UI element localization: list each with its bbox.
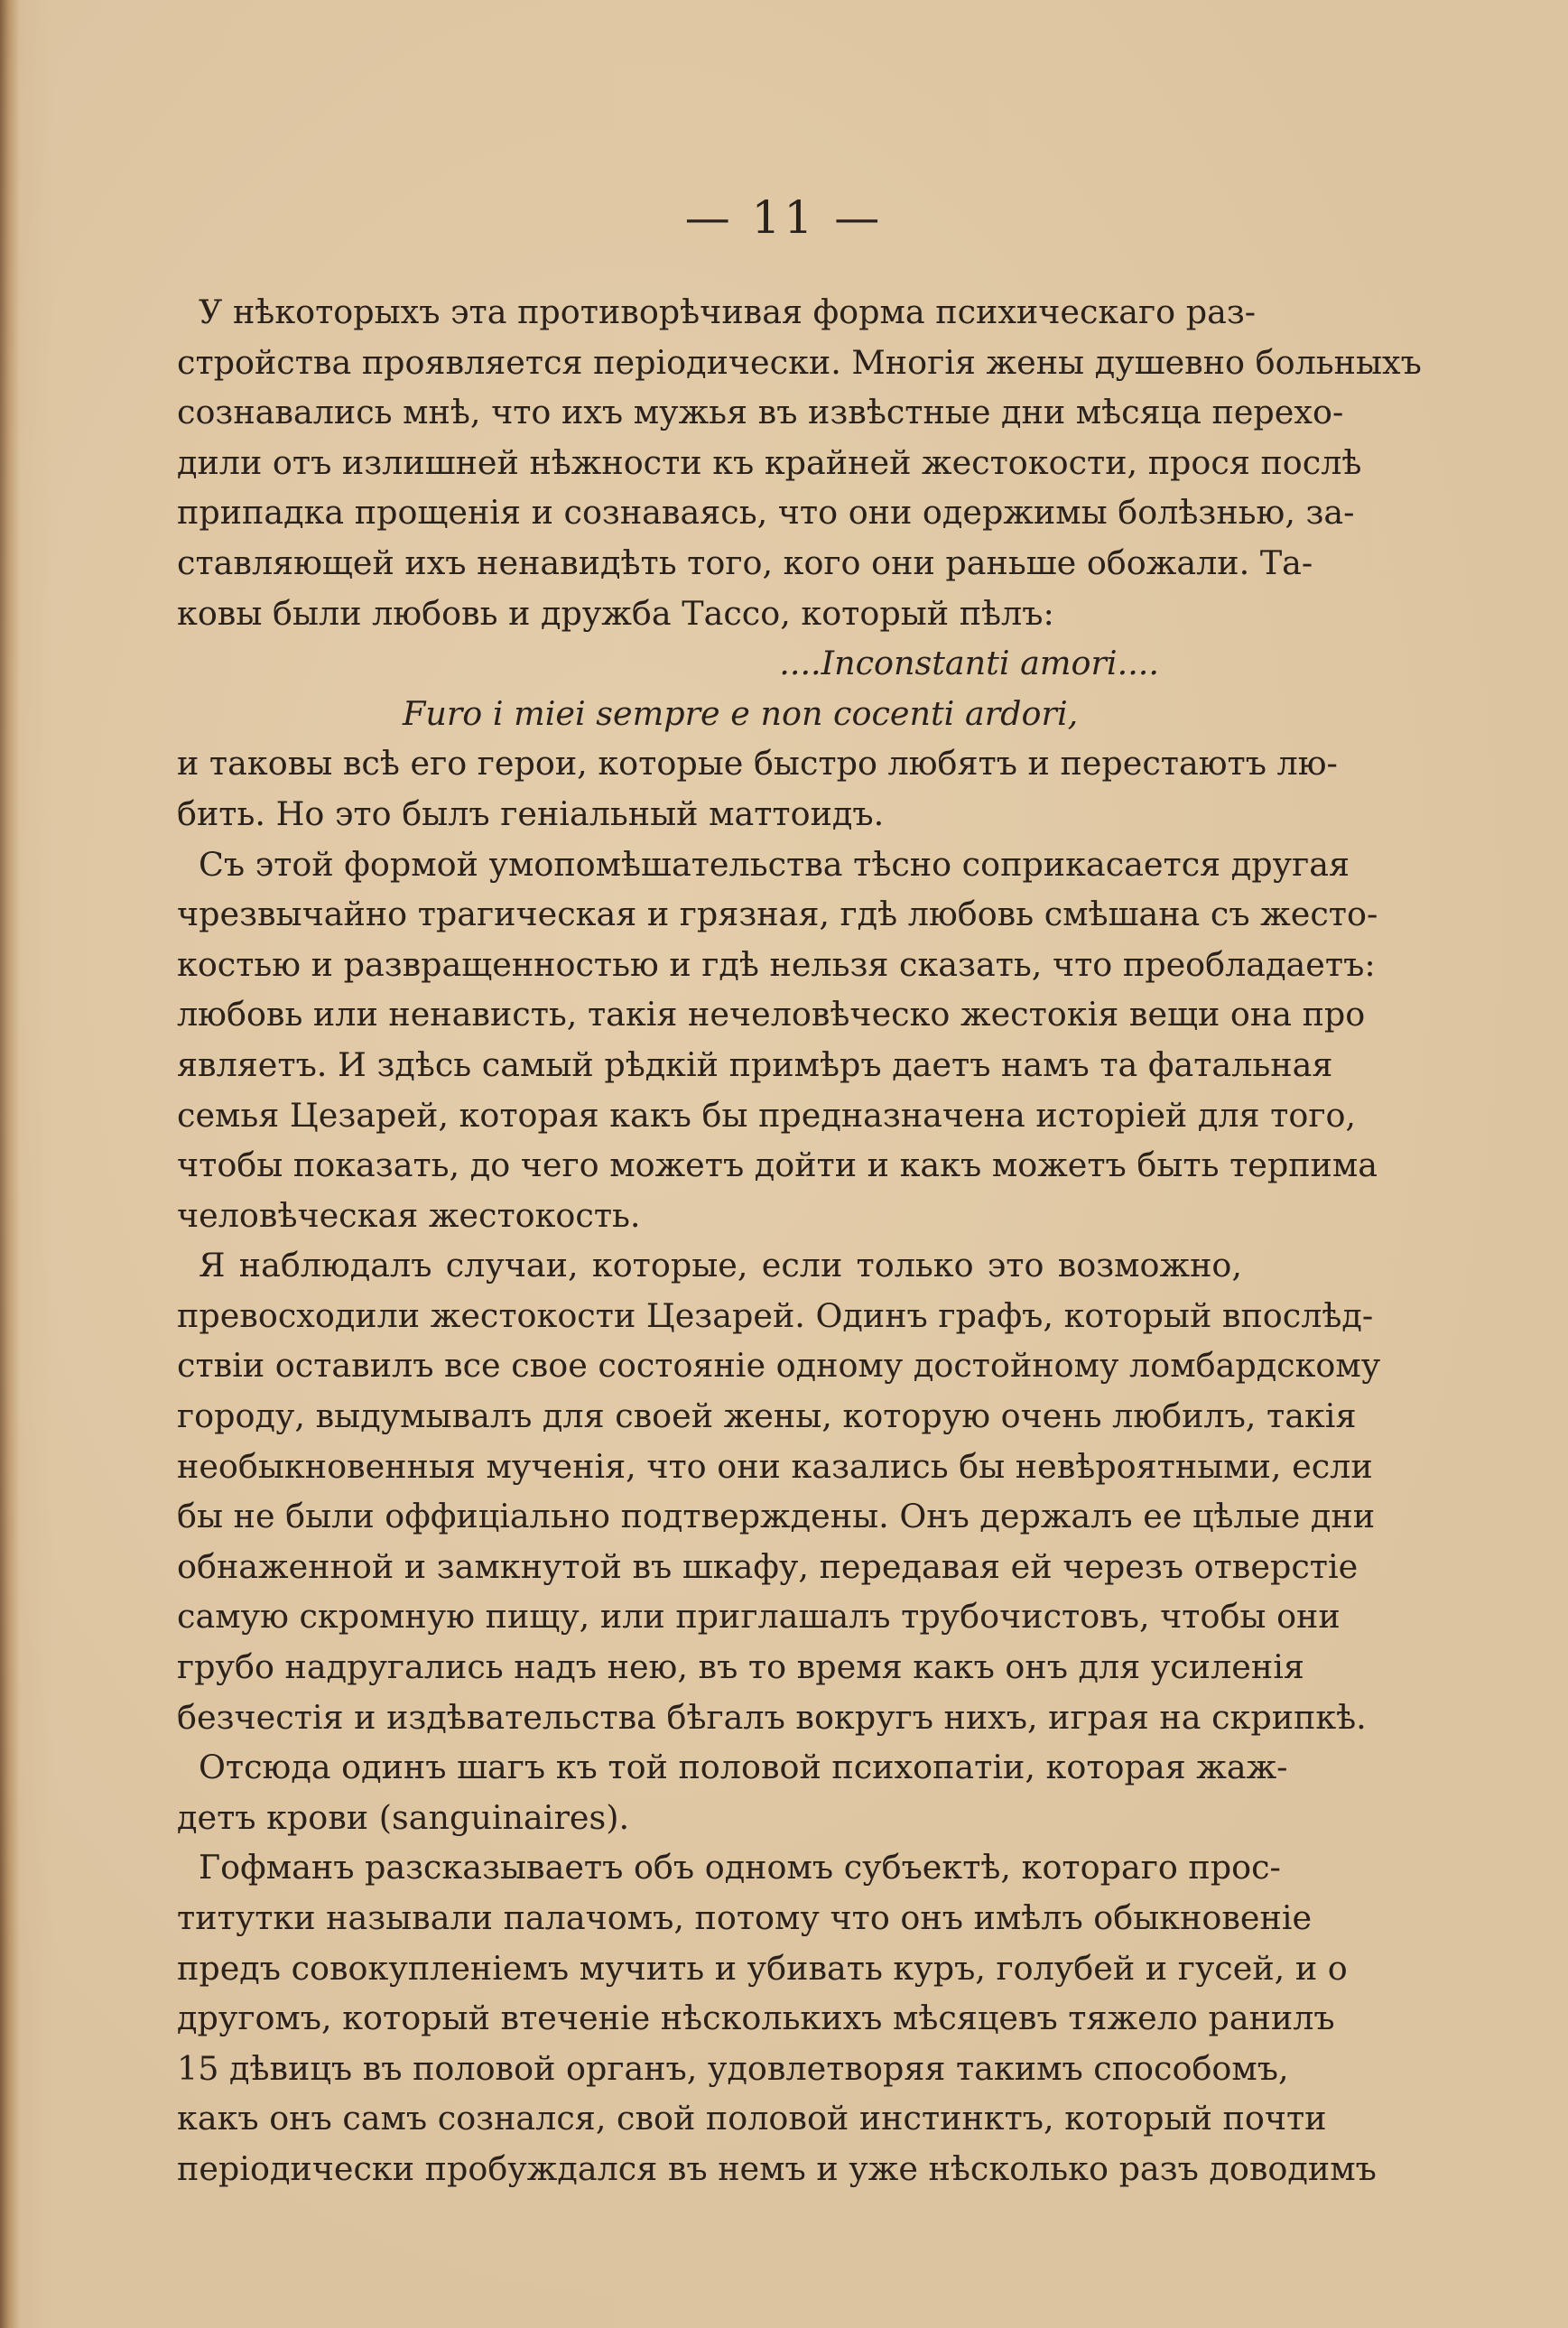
text-line: Я наблюдалъ случаи, которые, если только это возможно, (199, 1246, 1242, 1285)
text-line: бить. Но это былъ геніальный маттоидъ. (177, 793, 885, 833)
text-line: семья Цезарей, которая какъ бы предназначена исторіей для того, (177, 1095, 1357, 1135)
text-line: самую скромную пищу, или приглашалъ трубочистовъ, чтобы они (177, 1597, 1341, 1637)
text-line: чтобы показать, до чего можетъ дойти и какъ можетъ быть терпима (177, 1145, 1378, 1185)
text-line: предъ совокупленіемъ мучить и убивать куръ, голубей и гусей, и о (177, 1948, 1348, 1988)
text-line: грубо надругались надъ нею, въ то время какъ онъ для усиленія (177, 1647, 1304, 1687)
text-line: сознавались мнѣ, что ихъ мужья въ извѣстные дни мѣсяца перехо- (177, 393, 1344, 432)
text-line: человѣческая жестокость. (177, 1195, 641, 1235)
text-line: какъ онъ самъ сознался, свой половой инстинктъ, который почти (177, 2099, 1327, 2138)
text-line: припадка прощенія и сознаваясь, что они одержимы болѣзнью, за- (177, 493, 1355, 533)
text-line: ....Inconstanti amori.... (779, 644, 1159, 683)
text-line: любовь или ненависть, такія нечеловѣческо жестокія вещи она про (177, 995, 1366, 1034)
text-line: необыкновенныя мученія, что они казались бы невѣроятными, если (177, 1446, 1373, 1486)
text-line: титутки называли палачомъ, потому что онъ имѣлъ обыкновеніе (177, 1898, 1313, 1937)
text-line: періодически пробуждался въ немъ и уже нѣсколько разъ доводимъ (177, 2148, 1377, 2188)
text-line: городу, выдумывалъ для своей жены, которую очень любилъ, такія (177, 1396, 1357, 1436)
text-line: Съ этой формой умопомѣшательства тѣсно соприкасается другая (199, 844, 1350, 884)
text-line: Furo i miei sempre e non cocenti ardori, (403, 693, 1079, 733)
body-text (177, 287, 1422, 2194)
page-number: — 11 — (684, 191, 884, 244)
text-line: У нѣкоторыхъ эта противорѣчивая форма психическаго раз- (199, 292, 1257, 331)
text-line: ствіи оставилъ все свое состояніе одному достойному ломбардскому (177, 1346, 1381, 1386)
text-line: другомъ, который втеченіе нѣсколькихъ мѣсяцевъ тяжело ранилъ (177, 1999, 1335, 2038)
text-line: Отсюда одинъ шагъ къ той половой психопатіи, которая жаж- (199, 1748, 1288, 1787)
text-line: являетъ. И здѣсь самый рѣдкій примѣръ даетъ намъ та фатальная (177, 1044, 1333, 1084)
text-line: 15 дѣвицъ въ половой органъ, удовлетворяя такимъ способомъ, (177, 2048, 1289, 2088)
text-line: ковы были любовь и дружба Тассо, который пѣлъ: (177, 593, 1054, 633)
text-line: костью и развращенностью и гдѣ нельзя сказать, что преобладаетъ: (177, 944, 1376, 984)
text-line: детъ крови (sanguinaires). (177, 1797, 630, 1837)
text-line: Гофманъ разсказываетъ объ одномъ субъектѣ, котораго прос- (199, 1848, 1281, 1887)
text-line: безчестія и издѣвательства бѣгалъ вокругъ нихъ, играя на скрипкѣ. (177, 1697, 1367, 1737)
text-line: бы не были оффиціально подтверждены. Онъ держалъ ее цѣлые дни (177, 1497, 1376, 1536)
text-line: стройства проявляется періодически. Многія жены душевно больныхъ (177, 342, 1422, 382)
text-line: дили отъ излишней нѣжности къ крайней жестокости, прося послѣ (177, 442, 1362, 482)
text-line: превосходили жестокости Цезарей. Одинъ графъ, который впослѣд- (177, 1295, 1374, 1335)
text-line: чрезвычайно трагическая и грязная, гдѣ любовь смѣшана съ жесто- (177, 895, 1378, 934)
text-line: обнаженной и замкнутой въ шкафу, передавая ей черезъ отверстіе (177, 1546, 1359, 1586)
text-line: и таковы всѣ его герои, которые быстро любятъ и перестаютъ лю- (177, 744, 1338, 784)
text-line: ставляющей ихъ ненавидѣть того, кого они раньше обожали. Та- (177, 543, 1313, 582)
